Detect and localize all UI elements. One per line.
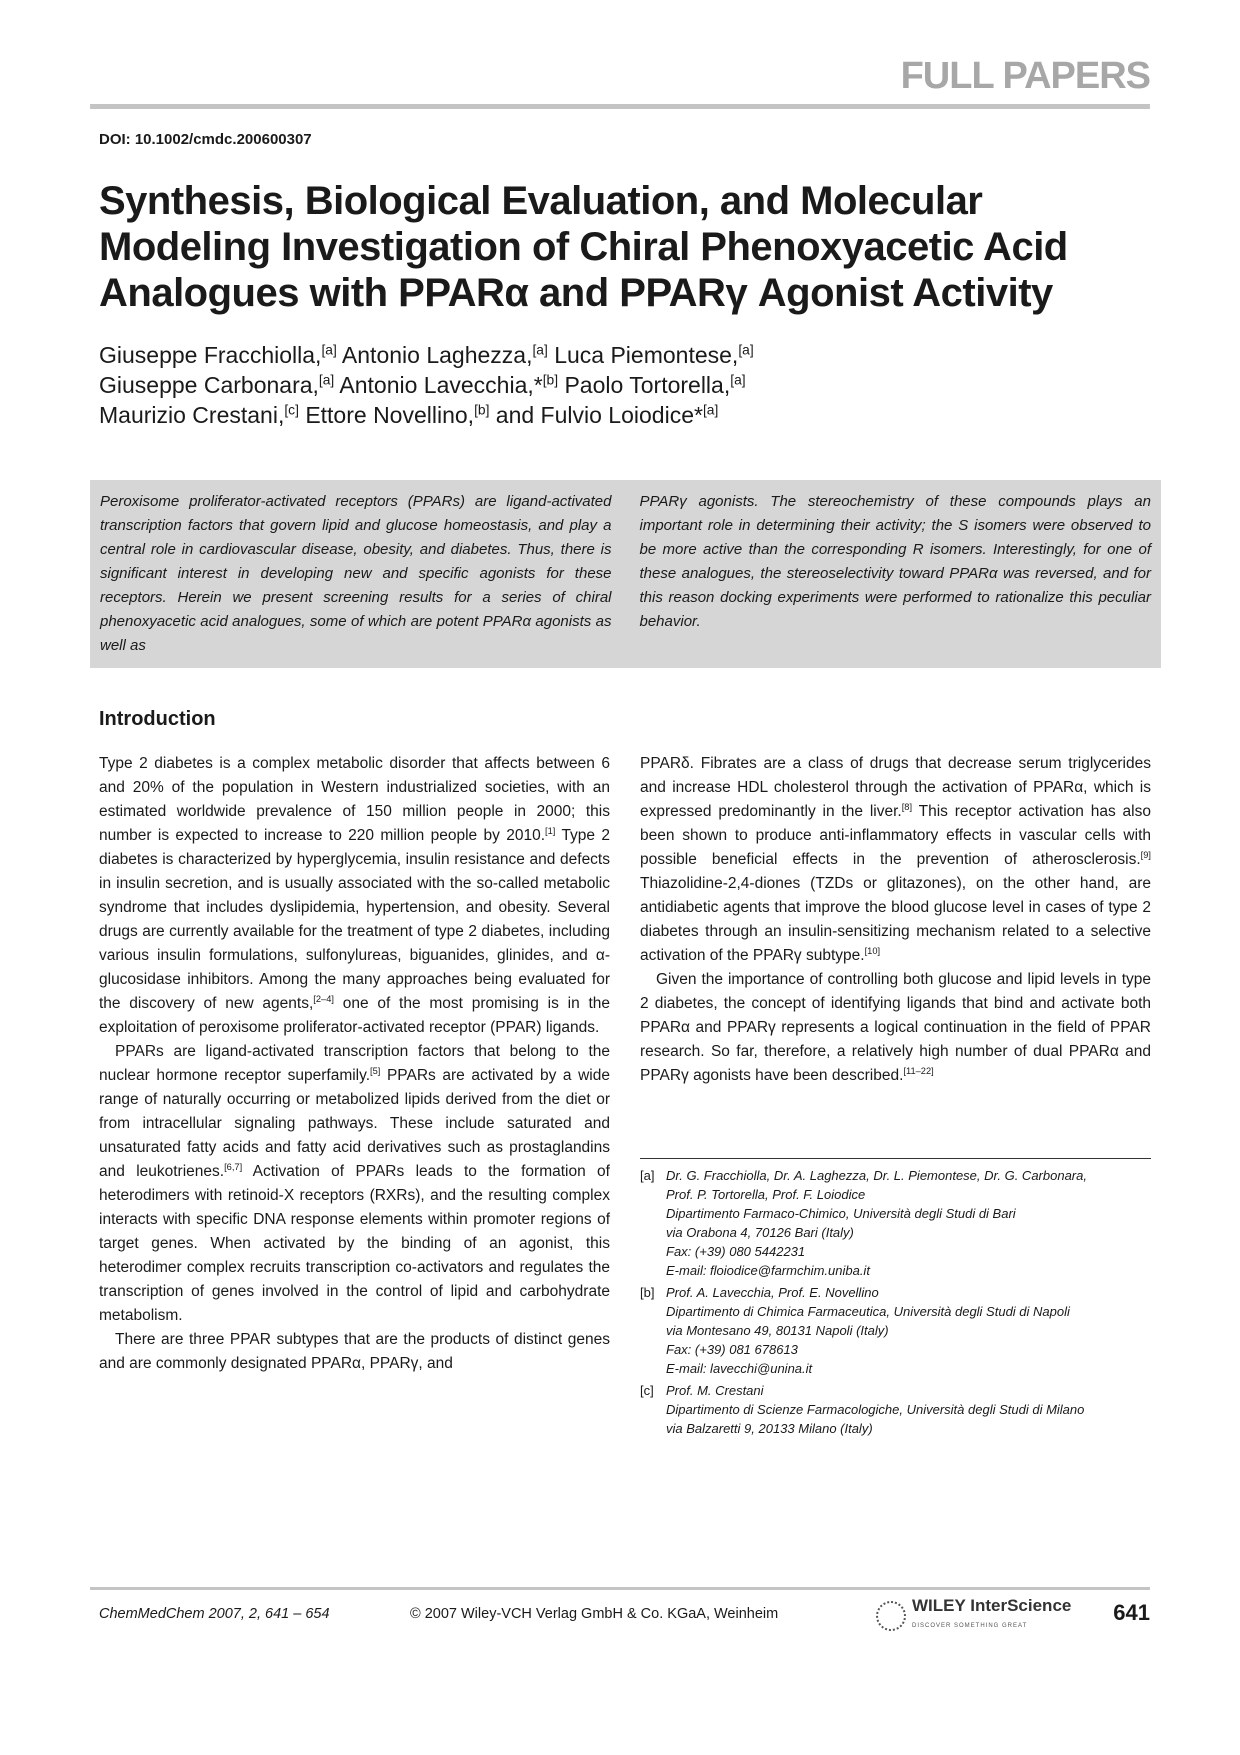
article-title: Synthesis, Biological Evaluation, and Molecular Modeling Investigation of Chiral Phenoxyacetic Acid Analogues with PPARα and PPARγ Agonist Activity	[99, 179, 1068, 315]
journal-citation: ChemMedChem 2007, 2, 641 – 654	[99, 1606, 330, 1622]
paragraph: There are three PPAR subtypes that are the products of distinct genes and are commonly designated PPARα, PPARγ, and	[99, 1331, 610, 1372]
abstract-right: PPARγ agonists. The stereochemistry of these compounds plays an important role in determining their activity; the S isomers were observed to be more active than the corresponding R isomers. Interestingly, for one of these analogues, the stereoselectivity toward PPARα was reversed, and for this reason docking experiments were performed to rationalize this peculiar behavior.	[639, 493, 1151, 630]
footnote-text: Prof. A. Lavecchia, Prof. E. Novellino Dipartimento di Chimica Farmaceutica, Università degli Studi di Napoli via Montesano 49, 80131 Napoli (Italy) Fax: (+39) 081 678613 E-mail: lavecchi@unina.it	[666, 1285, 1070, 1376]
abstract-box	[90, 480, 1161, 668]
author: Luca Piemontese,[a]	[554, 342, 754, 368]
footnote-text: Dr. G. Fracchiolla, Dr. A. Laghezza, Dr. L. Piemontese, Dr. G. Carbonara, Prof. P. Tortorella, Prof. F. Loiodice Dipartimento Farmaco-Chimico, Università degli Studi di Bari via Orabona 4, 70126 Bari (Italy) Fax: (+39) 080 5442231 E-mail: floiodice@farmchim.uniba.it	[666, 1168, 1087, 1278]
header-rule	[90, 104, 1150, 109]
paragraph: PPARδ. Fibrates are a class of drugs that decrease serum triglycerides and increase HDL cholesterol through the activation of PPARα, which is expressed predominantly in the liver.[8] This receptor activation has also been shown to produce anti-inflammatory effects in vascular cells with possible beneficial effects in the prevention of atherosclerosis.[9] Thiazolidine-2,4-diones (TZDs or glitazones), on the other hand, are antidiabetic agents that improve the blood glucose level in cases of type 2 diabetes through an insulin-sensitizing mechanism related to a selective activation of the PPARγ subtype.[10]	[640, 755, 1151, 964]
author: Antonio Laghezza,[a]	[341, 342, 548, 368]
paragraph: Type 2 diabetes is a complex metabolic disorder that affects between 6 and 20% of the population in Western industrialized societies, with an estimated worldwide prevalence of 150 million people in 2000; this number is expected to increase to 220 million people by 2010.[1] Type 2 diabetes is characterized by hyperglycemia, insulin resistance and defects in insulin secretion, and is usually associated with the so-called metabolic syndrome that includes dyslipidemia, hypertension, and obesity. Several drugs are currently available for the treatment of type 2 diabetes, including various insulin formulations, sulfonylureas, biguanides, glinides, and α-glucosidase inhibitors. Among the many approaches being evaluated for the discovery of new agents,[2–4] one of the most promising is in the exploitation of peroxisome proliferator-activated receptor (PPAR) ligands.	[99, 755, 611, 1036]
logo-text: WILEY InterScience	[912, 1596, 1072, 1615]
footer-rule	[90, 1587, 1150, 1590]
author: Antonio Lavecchia,*[b]	[339, 372, 559, 398]
affiliation-note	[640, 1283, 1160, 1378]
right-column-wrapper	[640, 752, 1151, 1441]
section-label: FULL PAPERS	[900, 55, 1150, 97]
author: Giuseppe Carbonara,[a]	[99, 372, 335, 398]
paragraph: PPARs are ligand-activated transcription factors that belong to the nuclear hormone receptor superfamily.[5] PPARs are activated by a wide range of naturally occurring or metabolized lipids derived from the diet or from intracellular signaling pathways. These include saturated and unsaturated fatty acids and fatty acid derivatives such as prostaglandins and leukotrienes.[6,7] Activation of PPARs leads to the formation of heterodimers with retinoid-X receptors (RXRs), and the resulting complex interacts with specific DNA response elements within promoter regions of target genes. When activated by the binding of an agonist, this heterodimer complex recruits transcription co-activators and regulates the transcription of genes involved in the control of lipid and carbohydrate metabolism.	[99, 1043, 610, 1324]
author: Giuseppe Fracchiolla,[a]	[99, 342, 337, 368]
globe-icon	[876, 1601, 906, 1631]
logo-tagline: DISCOVER SOMETHING GREAT	[912, 1623, 1028, 1629]
footnote-text: Prof. M. Crestani Dipartimento di Scienze Farmacologiche, Università degli Studi di Milano via Balzaretti 9, 20133 Milano (Italy)	[666, 1383, 1085, 1436]
abstract-left: Peroxisome proliferator-activated receptors (PPARs) are ligand-activated transcription factors that govern lipid and glucose homeostasis, and play a central role in cardiovascular disease, obesity, and diabetes. Thus, there is significant interest in developing new and specific agonists for these receptors. Herein we present screening results for a series of chiral phenoxyacetic acid analogues, some of which are potent PPARα agonists as well as	[100, 493, 612, 654]
footnote-label: [a]	[640, 1168, 655, 1183]
doi: DOI: 10.1002/cmdc.200600307	[99, 131, 312, 148]
footnote-rule	[640, 1158, 1151, 1159]
body-column-right	[640, 752, 1151, 1088]
affiliations	[640, 1166, 1160, 1438]
affiliation-note	[640, 1166, 1160, 1280]
body-column-left	[99, 752, 610, 1441]
affiliation-note	[640, 1381, 1160, 1438]
section-heading: Introduction	[99, 708, 216, 730]
author: Ettore Novellino,[b]	[305, 402, 490, 428]
author-list	[99, 340, 1159, 430]
footnote-label: [b]	[640, 1285, 655, 1300]
article-body	[90, 130, 1161, 1441]
paragraph: Given the importance of controlling both glucose and lipid levels in type 2 diabetes, the concept of identifying ligands that bind and activate both PPARα and PPARγ represents a logical continuation in the field of PPAR research. So far, therefore, a relatively high number of dual PPARα and PPARγ agonists have been described.[11–22]	[640, 971, 1151, 1084]
author: Maurizio Crestani,[c]	[99, 402, 299, 428]
copyright: © 2007 Wiley-VCH Verlag GmbH & Co. KGaA, Weinheim	[410, 1606, 779, 1622]
page-number: 641	[1113, 1600, 1150, 1625]
author: Paolo Tortorella,[a]	[564, 372, 746, 398]
body-columns	[99, 752, 1161, 1441]
interscience-logo	[876, 1598, 1071, 1634]
author: and Fulvio Loiodice*[a]	[495, 402, 719, 428]
footnote-label: [c]	[640, 1383, 654, 1398]
